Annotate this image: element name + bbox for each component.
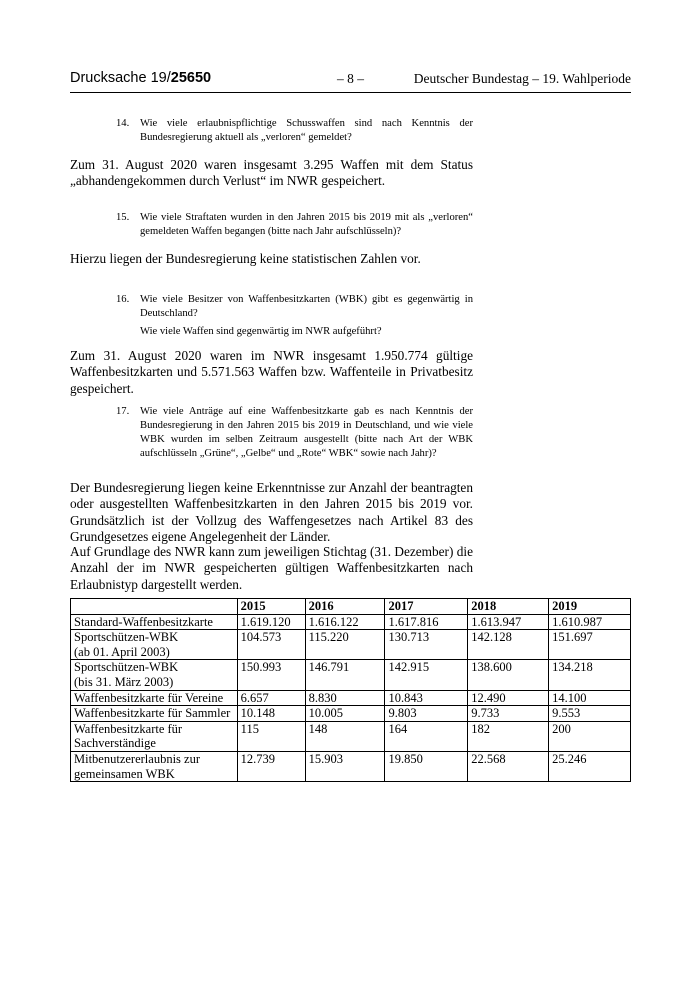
row-label: Waffenbesitzkarte für Sachverständige xyxy=(71,721,238,751)
table-cell: 12.739 xyxy=(237,751,305,781)
row-label: Waffenbesitzkarte für Vereine xyxy=(71,690,238,706)
table-cell: 9.803 xyxy=(385,706,468,722)
answer-17-paragraph-1: Der Bundesregierung liegen keine Erkenntnisse zur Anzahl der beantragten oder ausgestellten Waffenbesitzkarten in den Jahren 2015 bis 2019 vor. Grundsätzlich ist der Vollzug des Waffengesetzes nach Artikel 83 des Grundgesetzes eigene Angelegenheit der Länder. xyxy=(70,480,473,545)
table-cell: 164 xyxy=(385,721,468,751)
table-cell: 1.619.120 xyxy=(237,614,305,630)
table-cell: 1.617.816 xyxy=(385,614,468,630)
table-cell: 115.220 xyxy=(305,630,385,660)
table-cell: 10.843 xyxy=(385,690,468,706)
table-cell: 142.128 xyxy=(468,630,549,660)
year-header: 2016 xyxy=(305,599,385,615)
table-cell: 9.733 xyxy=(468,706,549,722)
row-label: Sportschützen-WBK (ab 01. April 2003) xyxy=(71,630,238,660)
answer-14: Zum 31. August 2020 waren insgesamt 3.295 Waffen mit dem Status „abhandengekommen durch Verlust“ im NWR gespeichert. xyxy=(70,157,473,189)
table-row xyxy=(71,690,631,706)
question-text: Wie viele Anträge auf eine Waffenbesitzkarte gab es nach Kenntnis der Bundesregierung in den Jahren 2015 bis 2019 in Deutschland, und wie viele WBK wurden im selben Zeitraum ausgestellt (bitte nach Art der WBK aufschlüsseln „Grüne“, „Gelbe“ und „Rote“ WBK“ sowie nach Jahr)? xyxy=(140,406,473,459)
row-label: Sportschützen-WBK (bis 31. März 2003) xyxy=(71,660,238,690)
page-header xyxy=(70,70,631,93)
table-cell: 14.100 xyxy=(549,690,631,706)
table-cell: 104.573 xyxy=(237,630,305,660)
question-16 xyxy=(116,293,473,339)
question-14 xyxy=(116,117,473,145)
wbk-table xyxy=(70,598,631,782)
table-cell: 138.600 xyxy=(468,660,549,690)
table-cell: 25.246 xyxy=(549,751,631,781)
answer-16: Zum 31. August 2020 waren im NWR insgesamt 1.950.774 gültige Waffenbesitzkarten und 5.571.563 Waffen bzw. Waffenteile in Privatbesitz gespeichert. xyxy=(70,348,473,396)
answer-15: Hierzu liegen der Bundesregierung keine statistischen Zahlen vor. xyxy=(70,251,421,266)
year-header: 2019 xyxy=(549,599,631,615)
table-cell: 151.697 xyxy=(549,630,631,660)
table-cell: 150.993 xyxy=(237,660,305,690)
table-cell: 142.915 xyxy=(385,660,468,690)
row-label: Mitbenutzererlaubnis zur gemeinsamen WBK xyxy=(71,751,238,781)
question-number: 15. xyxy=(116,212,130,223)
page-number: – 8 – xyxy=(337,71,364,86)
table-cell: 1.616.122 xyxy=(305,614,385,630)
table-cell: 12.490 xyxy=(468,690,549,706)
table-cell: 8.830 xyxy=(305,690,385,706)
question-text: Wie viele erlaubnispflichtige Schusswaffen sind nach Kenntnis der Bundesregierung aktuell als „verloren“ gemeldet? xyxy=(140,118,473,143)
table-cell: 6.657 xyxy=(237,690,305,706)
table-cell: 146.791 xyxy=(305,660,385,690)
table-cell: 182 xyxy=(468,721,549,751)
table-cell: 148 xyxy=(305,721,385,751)
row-label: Waffenbesitzkarte für Sammler xyxy=(71,706,238,722)
question-text: Wie viele Straftaten wurden in den Jahren 2015 bis 2019 mit als „verloren“ gemeldeten Waffen begangen (bitte nach Jahr aufschlüsseln)? xyxy=(140,212,473,237)
table-cell: 134.218 xyxy=(549,660,631,690)
question-number: 16. xyxy=(116,294,130,305)
table-cell: 10.148 xyxy=(237,706,305,722)
table-cell: 9.553 xyxy=(549,706,631,722)
table-row xyxy=(71,614,631,630)
table-cell: 200 xyxy=(549,721,631,751)
table-cell: 19.850 xyxy=(385,751,468,781)
question-text-2: Wie viele Waffen sind gegenwärtig im NWR aufgeführt? xyxy=(140,326,382,337)
table-cell: 22.568 xyxy=(468,751,549,781)
table-cell: 1.613.947 xyxy=(468,614,549,630)
year-header: 2017 xyxy=(385,599,468,615)
year-header: 2018 xyxy=(468,599,549,615)
table-corner-cell xyxy=(71,599,238,615)
question-number: 17. xyxy=(116,406,130,417)
table-row xyxy=(71,706,631,722)
parliament-period: Deutscher Bundestag – 19. Wahlperiode xyxy=(413,71,631,86)
question-17 xyxy=(116,405,473,461)
row-label: Standard-Waffenbesitzkarte xyxy=(71,614,238,630)
answer-17-paragraph-2: Auf Grundlage des NWR kann zum jeweiligen Stichtag (31. Dezember) die Anzahl der im NWR gespeicherten gültigen Waffenbesitzkarten nach Erlaubnistyp dargestellt werden. xyxy=(70,544,473,592)
table-header-row xyxy=(71,599,631,615)
document-number-value: 25650 xyxy=(170,70,212,86)
year-header: 2015 xyxy=(237,599,305,615)
question-number: 14. xyxy=(116,118,130,129)
table-cell: 15.903 xyxy=(305,751,385,781)
table-cell: 115 xyxy=(237,721,305,751)
table-row xyxy=(71,660,631,690)
table-cell: 1.610.987 xyxy=(549,614,631,630)
table-cell: 130.713 xyxy=(385,630,468,660)
document-label: Drucksache 19/ xyxy=(70,70,171,86)
table-row xyxy=(71,721,631,751)
table-cell: 10.005 xyxy=(305,706,385,722)
table-row xyxy=(71,751,631,781)
question-text: Wie viele Besitzer von Waffenbesitzkarten (WBK) gibt es gegenwärtig in Deutschland? xyxy=(140,294,473,319)
question-15 xyxy=(116,211,473,239)
table-row xyxy=(71,630,631,660)
